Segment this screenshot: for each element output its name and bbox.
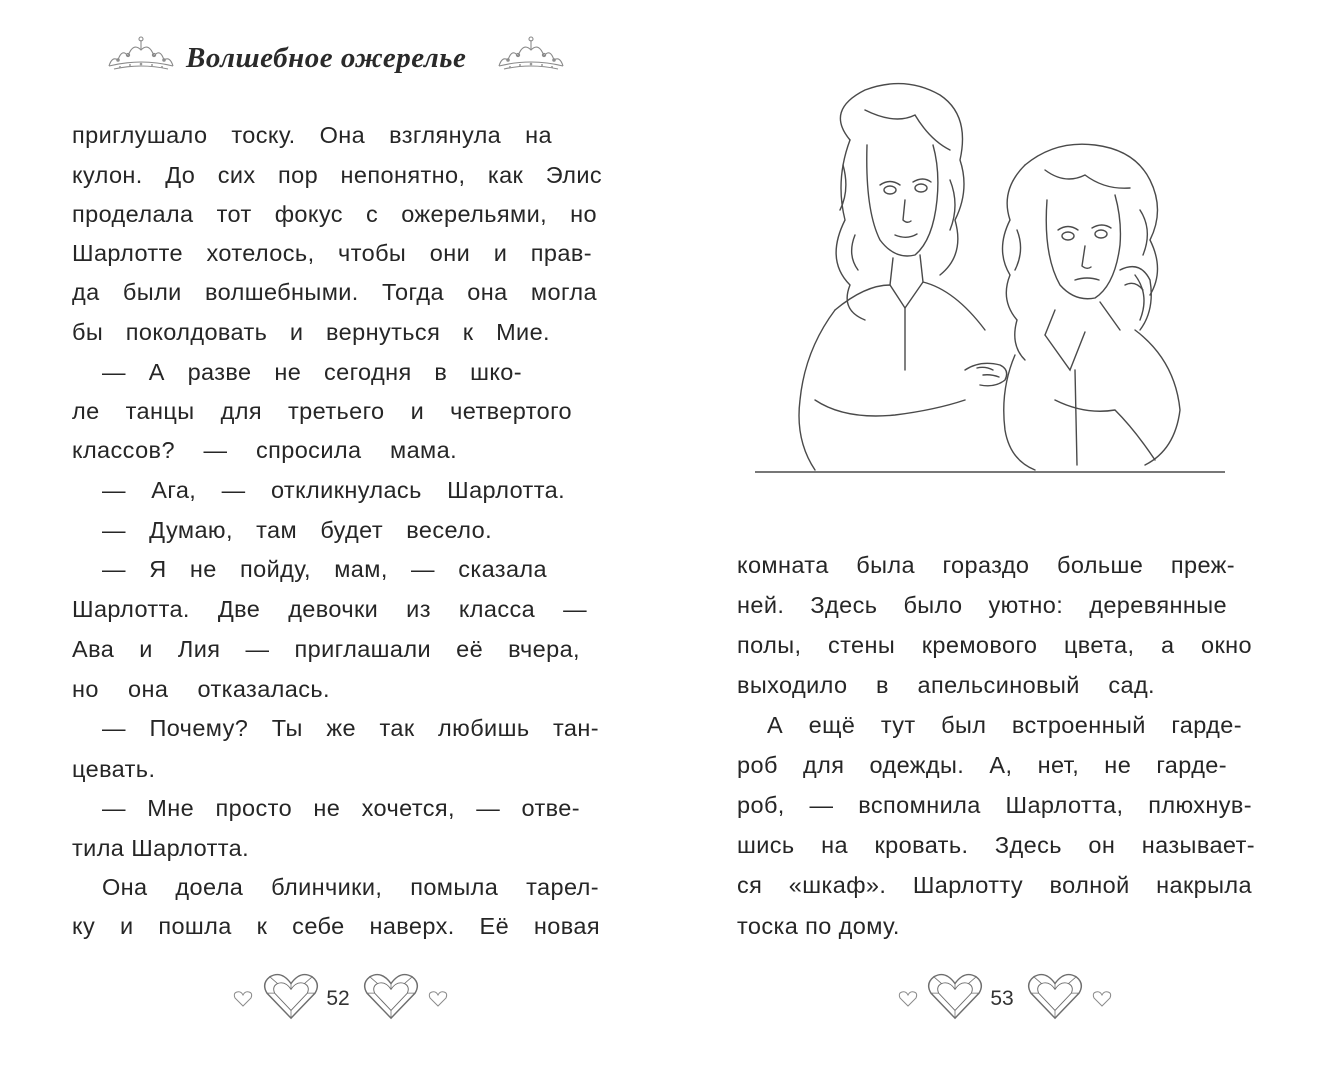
text-line: тила Шарлотта. xyxy=(72,835,250,861)
text-line: Она доела блинчики, помыла тарел- xyxy=(102,874,599,900)
right-page xyxy=(670,0,1341,1080)
text-line: бы поколдовать и вернуться к Мие. xyxy=(72,319,550,345)
text-line: полы, стены кремового цвета, а окно xyxy=(737,632,1252,658)
text-line: — Я не пойду, мам, — сказала xyxy=(102,556,547,582)
text-line: А ещё тут был встроенный гарде- xyxy=(767,712,1242,738)
text-line: выходило в апельсиновый сад. xyxy=(737,672,1155,698)
text-line: ся «шкаф». Шарлотту волной накрыла xyxy=(737,872,1252,898)
text-line: ку и пошла к себе наверх. Её новая xyxy=(72,913,600,939)
text-line: цевать. xyxy=(72,756,156,782)
text-line: — Почему? Ты же так любишь тан- xyxy=(102,715,599,741)
heart-gem-icon xyxy=(926,972,984,1022)
text-line: приглушало тоску. Она взглянула на xyxy=(72,122,552,148)
text-line: Шарлотта. Две девочки из класса — xyxy=(72,596,587,622)
text-line: — Думаю, там будет весело. xyxy=(102,517,492,543)
text-line: — Ага, — откликнулась Шарлотта. xyxy=(102,477,565,503)
heart-gem-icon xyxy=(362,972,420,1022)
heart-gem-icon xyxy=(898,990,918,1008)
text-line: — А разве не сегодня в шко- xyxy=(102,359,522,385)
text-line: ле танцы для третьего и четвертого xyxy=(72,398,572,424)
text-line: — Мне просто не хочется, — отве- xyxy=(102,795,580,821)
page-number: 52 xyxy=(326,987,350,1010)
tiara-icon xyxy=(496,36,566,72)
text-line: роб для одежды. А, нет, не гарде- xyxy=(737,752,1227,778)
text-line: кулон. До сих пор непонятно, как Элис xyxy=(72,162,602,188)
text-line: но она отказалась. xyxy=(72,676,330,702)
heart-gem-icon xyxy=(428,990,448,1008)
text-line: проделала тот фокус с ожерельями, но xyxy=(72,201,597,227)
text-line: классов? — спросила мама. xyxy=(72,437,457,463)
tiara-icon xyxy=(106,36,176,72)
text-line: шись на кровать. Здесь он называет- xyxy=(737,832,1255,858)
mother-and-daughter-illustration xyxy=(755,70,1225,490)
page-number: 53 xyxy=(990,987,1014,1010)
text-line: роб, — вспомнила Шарлотта, плюхнув- xyxy=(737,792,1252,818)
text-line: ней. Здесь было уютно: деревянные xyxy=(737,592,1227,618)
text-line: Ава и Лия — приглашали её вчера, xyxy=(72,636,580,662)
heart-gem-icon xyxy=(262,972,320,1022)
text-line: комната была гораздо больше преж- xyxy=(737,552,1235,578)
heart-gem-icon xyxy=(233,990,253,1008)
left-page xyxy=(0,0,670,1080)
heart-gem-icon xyxy=(1026,972,1084,1022)
heart-gem-icon xyxy=(1092,990,1112,1008)
text-line: тоска по дому. xyxy=(737,913,900,939)
text-line: Шарлотте хотелось, чтобы они и прав- xyxy=(72,240,592,266)
text-line: да были волшебными. Тогда она могла xyxy=(72,279,597,305)
running-header: Волшебное ожерелье xyxy=(186,42,467,74)
